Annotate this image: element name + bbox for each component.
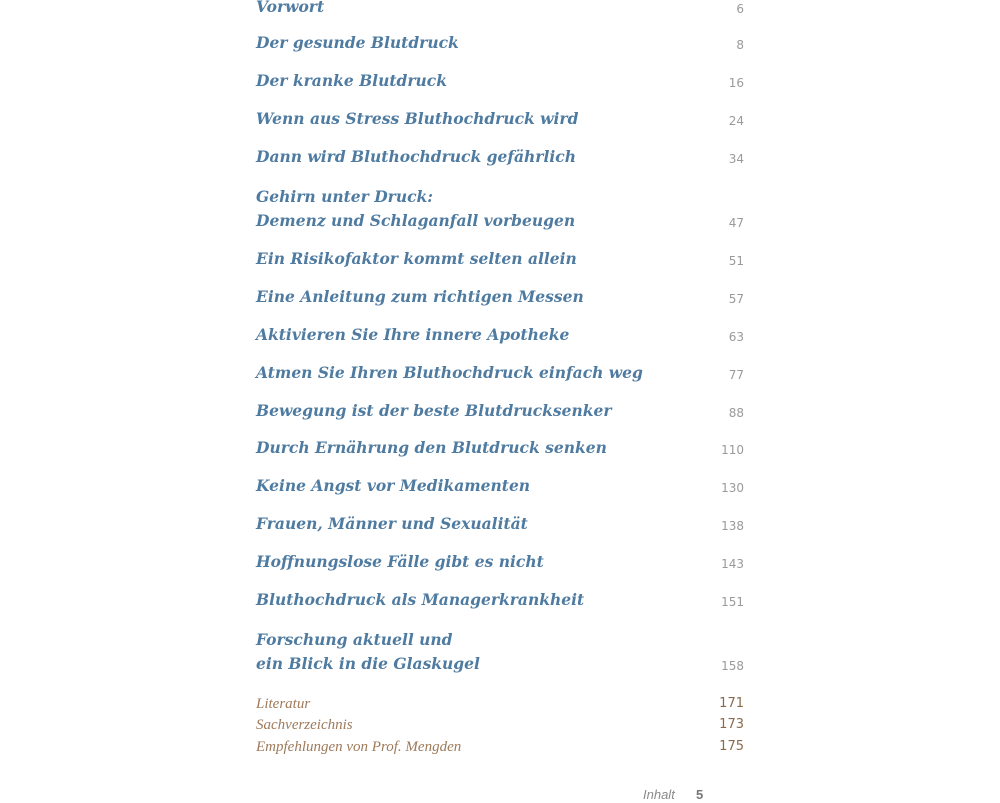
toc-entry[interactable] <box>256 0 744 19</box>
toc-entry-page: 34 <box>728 152 744 166</box>
toc-entry-title-line1: Gehirn unter Druck: <box>256 187 433 206</box>
appendix-entry-page: 173 <box>719 717 744 732</box>
toc-entry-page: 110 <box>721 443 744 457</box>
toc-entry-page: 143 <box>721 557 744 571</box>
toc-entry-page: 158 <box>721 659 744 673</box>
toc-entry-title: Hoffnungslose Fälle gibt es nicht <box>256 552 544 571</box>
toc-entry[interactable] <box>256 512 744 536</box>
toc-entry[interactable] <box>256 285 744 309</box>
toc-entry-page: 51 <box>728 254 744 268</box>
toc-entry[interactable] <box>256 399 744 423</box>
toc-entry-page: 47 <box>728 216 744 230</box>
toc-entry[interactable] <box>256 323 744 347</box>
toc-entry-page: 8 <box>736 38 744 52</box>
toc-entry-page: 6 <box>736 2 744 16</box>
toc-entry[interactable] <box>256 185 744 233</box>
toc-entry-title: Aktivieren Sie Ihre innere Apotheke <box>256 325 570 344</box>
toc-entry[interactable] <box>256 436 744 460</box>
appendix-entry[interactable] <box>256 694 744 714</box>
toc-entry[interactable] <box>256 474 744 498</box>
toc-entry-page: 63 <box>728 330 744 344</box>
toc-entry-page: 24 <box>728 114 744 128</box>
running-footer-label: Inhalt <box>643 787 675 802</box>
toc-entry-title: Bluthochdruck als Managerkrankheit <box>256 590 585 609</box>
toc-entry-title-line2: Demenz und Schlaganfall vorbeugen <box>256 211 576 230</box>
toc-entry[interactable] <box>256 247 744 271</box>
toc-entry[interactable] <box>256 588 744 612</box>
toc-entry[interactable] <box>256 628 744 676</box>
toc-entry-page: 16 <box>728 76 744 90</box>
toc-entry-title: Durch Ernährung den Blutdruck senken <box>256 438 607 457</box>
toc-entry-title: Keine Angst vor Medikamenten <box>256 476 531 495</box>
toc-entry[interactable] <box>256 361 744 385</box>
appendix-entry-title: Sachverzeichnis <box>256 717 353 733</box>
toc-entry-page: 151 <box>721 595 744 609</box>
appendix-entry[interactable] <box>256 737 744 757</box>
toc-entry-title: Vorwort <box>256 0 325 16</box>
toc-entry-page: 77 <box>728 368 744 382</box>
toc-entry[interactable] <box>256 145 744 169</box>
toc-entry-title-line1: Forschung aktuell und <box>256 630 453 649</box>
appendix-entry[interactable] <box>256 715 744 735</box>
toc-entry-title: Eine Anleitung zum richtigen Messen <box>256 287 584 306</box>
toc-entry-page: 138 <box>721 519 744 533</box>
appendix-entry-page: 171 <box>719 696 744 711</box>
toc-entry-title: Ein Risikofaktor kommt selten allein <box>256 249 577 268</box>
toc-entry[interactable] <box>256 69 744 93</box>
toc-entry[interactable] <box>256 31 744 55</box>
appendix-entry-page: 175 <box>719 739 744 754</box>
toc-entry-title: Wenn aus Stress Bluthochdruck wird <box>256 109 579 128</box>
toc-entry-title: Atmen Sie Ihren Bluthochdruck einfach weg <box>256 363 643 382</box>
toc-entry-title: Dann wird Bluthochdruck gefährlich <box>256 147 576 166</box>
toc-entry-title: Bewegung ist der beste Blutdrucksenker <box>256 401 612 420</box>
toc-entry-title-line2: ein Blick in die Glaskugel <box>256 654 480 673</box>
toc-entry-title: Der gesunde Blutdruck <box>256 33 459 52</box>
page-number: 5 <box>696 787 704 802</box>
toc-entry-title: Frauen, Männer und Sexualität <box>256 514 528 533</box>
toc-entry-title: Der kranke Blutdruck <box>256 71 447 90</box>
toc-entry-page: 130 <box>721 481 744 495</box>
appendix-entry-title: Literatur <box>256 696 311 712</box>
toc-entry-page: 88 <box>728 406 744 420</box>
appendix-entry-title: Empfehlungen von Prof. Mengden <box>256 739 462 755</box>
toc-entry-page: 57 <box>728 292 744 306</box>
toc-entry[interactable] <box>256 550 744 574</box>
toc-entry[interactable] <box>256 107 744 131</box>
